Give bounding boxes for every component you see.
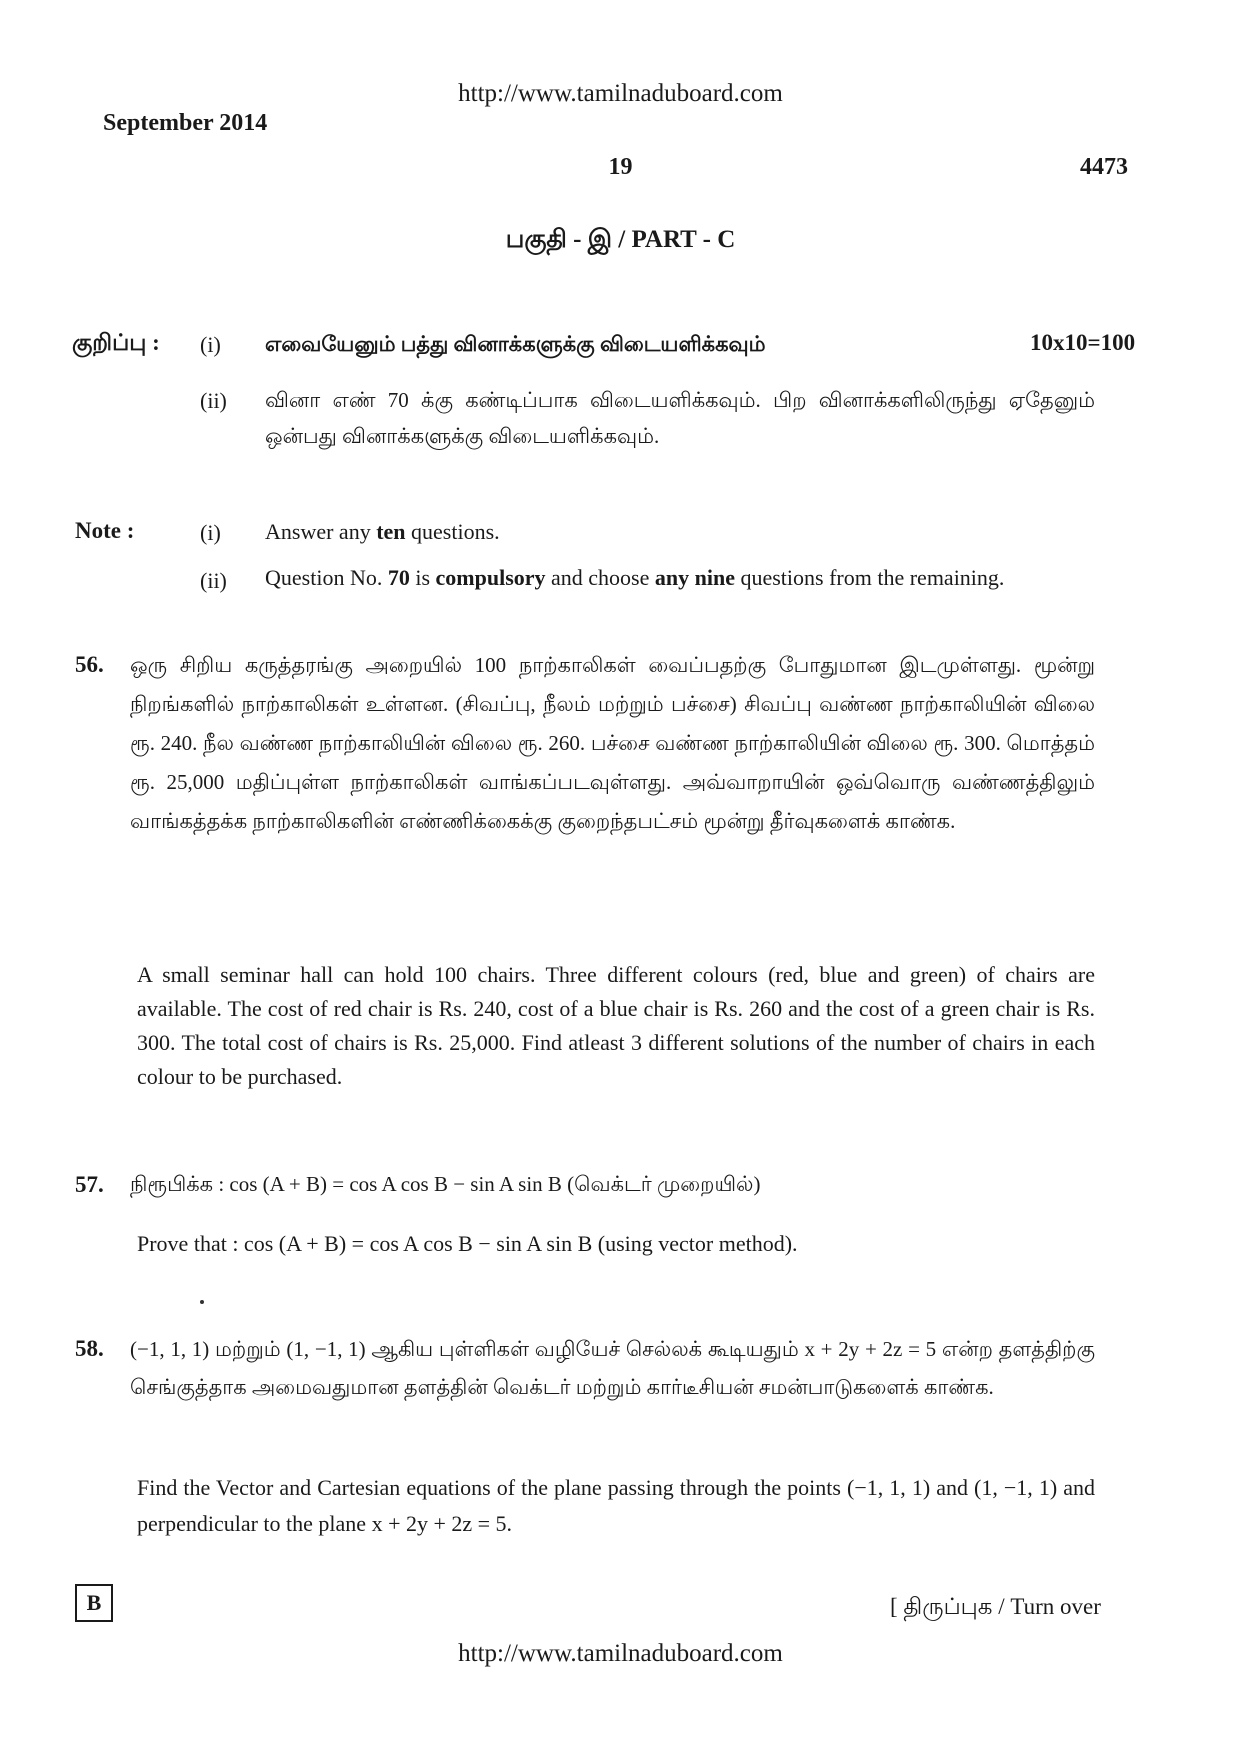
exam-date: September 2014 — [103, 110, 268, 136]
question-56-english: A small seminar hall can hold 100 chairs. Three different colours (red, blue and green) of chairs are available. The cost of red chair is Rs. 240, cost of a blue chair is Rs. 260 and the cost of a green chair is Rs. 300. The total cost of chairs is Rs. 25,000. Find atleast 3 different solutions of the number of chairs in each colour to be purchased. — [137, 962, 1095, 1089]
question-57-tamil: நிரூபிக்க : cos (A + B) = cos A cos B − sin A sin B (வெக்டர் முறையில்) — [130, 1172, 761, 1196]
marks-total: 10x10=100 — [1030, 330, 1136, 355]
question-56-tamil: ஒரு சிறிய கருத்தரங்கு அறையில் 100 நாற்காலிகள் வைப்பதற்கு போதுமான இடமுள்ளது. மூன்று நிறங்களில் நாற்காலிகள் உள்ளன. (சிவப்பு, நீலம் மற்றும் பச்சை) சிவப்பு வண்ண நாற்காலியின் விலை ரூ. 240. நீல வண்ண நாற்காலியின் விலை ரூ. 260. பச்சை வண்ண நாற்காலியின் விலை ரூ. 300. மொத்தம் ரூ. 25,000 மதிப்புள்ள நாற்காலிகள் வாங்கப்படவுள்ளது. அவ்வாறாயின் ஒவ்வொரு வண்ணத்திலும் வாங்கத்தக்க நாற்காலிகளின் எண்ணிக்கைக்கு குறைந்தபட்சம் மூன்று தீர்வுகளைக் காண்க. — [130, 653, 1095, 833]
booklet-letter-box: B — [75, 1584, 113, 1622]
tamil-note-text-1: எவையேனும் பத்து வினாக்களுக்கு விடையளிக்கவும் — [265, 332, 766, 356]
top-url: http://www.tamilnaduboard.com — [458, 80, 783, 107]
tamil-note-text-2: வினா எண் 70 க்கு கண்டிப்பாக விடையளிக்கவும். பிற வினாக்களிலிருந்து ஏதேனும் ஒன்பது வினாக்களுக்கு விடையளிக்கவும். — [265, 388, 1095, 448]
english-note-label: Note : — [75, 518, 135, 543]
part-title: பகுதி - இ / PART - C — [505, 226, 736, 253]
tamil-note-num-1: (i) — [200, 332, 221, 357]
english-note-text-2: Question No. 70 is compulsory and choose any nine questions from the remaining. — [265, 565, 1005, 590]
english-note-num-2: (ii) — [200, 568, 227, 593]
question-number-56: 56. — [75, 652, 104, 677]
tamil-note-num-2: (ii) — [200, 388, 227, 413]
tamil-note-label: குறிப்பு : — [72, 330, 160, 355]
question-number-58: 58. — [75, 1336, 104, 1361]
question-57-english: Prove that : cos (A + B) = cos A cos B − sin A sin B (using vector method). — [137, 1231, 798, 1256]
english-note-text-1: Answer any ten questions. — [265, 519, 500, 544]
turn-over: [ திருப்புக / Turn over — [890, 1594, 1101, 1619]
english-note-num-1: (i) — [200, 520, 221, 545]
question-number-57: 57. — [75, 1172, 104, 1197]
paper-code: 4473 — [1080, 154, 1128, 180]
question-58-english: Find the Vector and Cartesian equations of the plane passing through the points (−1, 1, 1) and (1, −1, 1) and perpendicular to the plane x + 2y + 2z = 5. — [137, 1475, 1095, 1536]
bottom-url: http://www.tamilnaduboard.com — [458, 1640, 783, 1667]
page-number: 19 — [608, 154, 633, 180]
question-58-tamil: (−1, 1, 1) மற்றும் (1, −1, 1) ஆகிய புள்ளிகள் வழியேச் செல்லக் கூடியதும் x + 2y + 2z = 5 என்ற தளத்திற்கு செங்குத்தாக அமைவதுமான தளத்தின் வெக்டர் மற்றும் கார்டீசியன் சமன்பாடுகளைக் காண்க. — [130, 1337, 1095, 1399]
stray-dot — [200, 1300, 204, 1304]
